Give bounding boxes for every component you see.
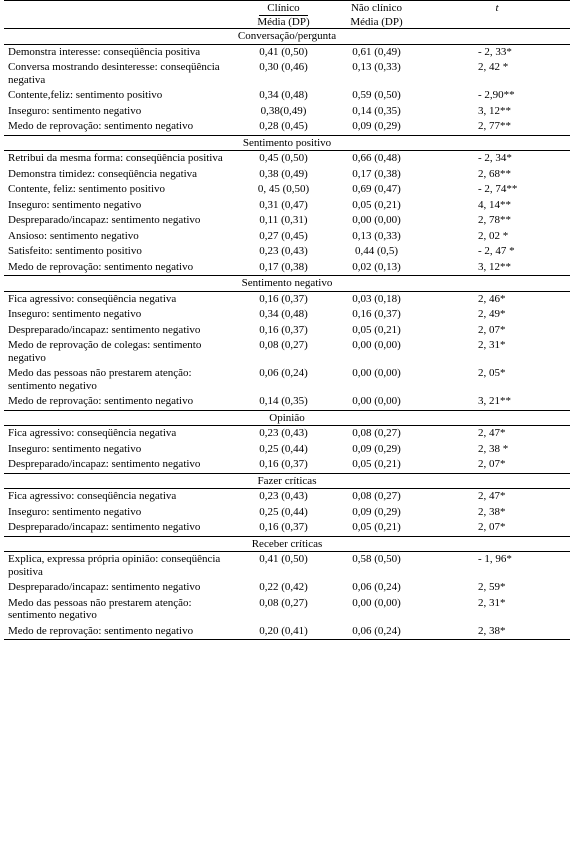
nao-clinico-cell: 0,08 (0,27) <box>352 427 401 439</box>
header-blank <box>4 16 236 29</box>
section-title: Sentimento negativo <box>4 276 570 292</box>
nao-clinico-cell: 0,05 (0,21) <box>352 521 401 533</box>
item-cell: Fica agressivo: conseqüência negativa <box>8 427 177 439</box>
item-cell: Contente,feliz: sentimento positivo <box>8 89 163 101</box>
item-cell: Fica agressivo: conseqüência negativa <box>8 292 177 305</box>
table-row <box>4 580 570 596</box>
nao-clinico-cell: 0,09 (0,29) <box>352 120 401 132</box>
t-cell: 2, 42 * <box>478 61 509 73</box>
clinico-cell: 0,06 (0,24) <box>259 367 308 379</box>
t-cell: 2, 47* <box>478 490 506 502</box>
clinico-cell: 0,25 (0,44) <box>259 442 308 455</box>
item-cell: Demonstra interesse: conseqüência positiva <box>8 45 201 58</box>
nao-clinico-cell: 0,03 (0,18) <box>352 292 401 305</box>
nao-clinico-cell: 0,08 (0,27) <box>352 490 401 502</box>
item-cell: Inseguro: sentimento negativo <box>8 505 142 518</box>
nao-clinico-cell: 0,44 (0,5) <box>354 245 399 257</box>
table-row <box>4 229 570 245</box>
table-row <box>4 167 570 183</box>
t-cell: 2, 02 * <box>478 229 509 242</box>
nao-clinico-cell: 0,16 (0,37) <box>352 308 401 320</box>
t-cell: 2, 46* <box>478 292 506 305</box>
section-header-row <box>4 135 570 151</box>
item-cell: Medo das pessoas não prestarem atenção: sentimento negativo <box>8 596 192 621</box>
section-header-row <box>4 410 570 426</box>
clinico-cell: 0,16 (0,37) <box>259 458 308 470</box>
table-row <box>4 60 570 88</box>
table-row <box>4 291 570 307</box>
t-cell: 2, 07* <box>478 458 506 470</box>
table-row <box>4 520 570 536</box>
nao-clinico-cell: 0,06 (0,24) <box>352 581 401 593</box>
t-cell: 2, 77** <box>478 120 511 132</box>
item-cell: Medo de reprovação: sentimento negativo <box>8 395 194 407</box>
t-cell: 2, 07* <box>478 323 506 336</box>
item-cell: Medo de reprovação: sentimento negativo <box>8 260 194 273</box>
header-media-dp-nao-clinico: Média (DP) <box>350 15 403 28</box>
t-cell: 2, 68** <box>478 167 511 180</box>
item-cell: Despreparado/incapaz: sentimento negativo <box>8 581 201 593</box>
t-cell: - 2, 47 * <box>478 245 515 257</box>
nao-clinico-cell: 0,02 (0,13) <box>352 260 401 273</box>
t-cell: - 2, 74** <box>478 183 518 195</box>
item-cell: Despreparado/incapaz: sentimento negativo <box>8 521 201 533</box>
nao-clinico-cell: 0,14 (0,35) <box>352 104 401 117</box>
clinico-cell: 0, 45 (0,50) <box>257 183 310 195</box>
header-blank <box>4 1 236 16</box>
clinico-cell: 0,23 (0,43) <box>259 245 308 257</box>
header-nao-clinico: Não clínico <box>350 2 402 14</box>
item-cell: Satisfeito: sentimento positivo <box>8 245 142 257</box>
section-title: Receber críticas <box>4 536 570 552</box>
clinico-cell: 0,38 (0,49) <box>259 167 308 180</box>
t-cell: 2, 38* <box>422 624 570 640</box>
t-cell: - 1, 96* <box>478 553 512 565</box>
table-row <box>4 213 570 229</box>
table-row <box>4 552 570 581</box>
item-cell: Medo de reprovação: sentimento negativo <box>8 120 194 132</box>
item-cell: Inseguro: sentimento negativo <box>8 308 142 320</box>
table-row <box>4 338 570 366</box>
item-cell: Contente, feliz: sentimento positivo <box>8 183 166 195</box>
item-cell: Ansioso: sentimento negativo <box>8 229 139 242</box>
table-row <box>4 244 570 260</box>
t-cell: 3, 12** <box>478 260 511 273</box>
clinico-cell: 0,16 (0,37) <box>259 521 308 533</box>
clinico-cell: 0,45 (0,50) <box>259 152 308 164</box>
item-cell: Retribui da mesma forma: conseqüência positiva <box>8 152 223 164</box>
nao-clinico-cell: 0,66 (0,48) <box>352 152 401 164</box>
item-cell: Medo de reprovação de colegas: sentimento negativo <box>8 339 202 364</box>
item-cell: Conversa mostrando desinteresse: conseqüência negativa <box>8 61 220 86</box>
item-cell: Inseguro: sentimento negativo <box>8 198 142 211</box>
table-row <box>4 151 570 167</box>
t-cell: 2, 31* <box>478 339 506 351</box>
table-body <box>4 29 570 640</box>
clinico-cell: 0,38(0,49) <box>260 104 307 117</box>
clinico-cell: 0,25 (0,44) <box>259 505 308 518</box>
nao-clinico-cell: 0,05 (0,21) <box>352 323 401 336</box>
t-cell: - 2, 34* <box>478 152 512 164</box>
nao-clinico-cell: 0,09 (0,29) <box>352 505 401 518</box>
section-title: Opinião <box>4 410 570 426</box>
table-row <box>4 307 570 323</box>
clinico-cell: 0,28 (0,45) <box>259 120 308 132</box>
nao-clinico-cell: 0,05 (0,21) <box>352 458 401 470</box>
nao-clinico-cell: 0,09 (0,29) <box>352 442 401 455</box>
item-cell: Inseguro: sentimento negativo <box>8 104 142 117</box>
table-row <box>4 366 570 394</box>
table-row <box>4 44 570 60</box>
table-row <box>4 442 570 458</box>
clinico-cell: 0,27 (0,45) <box>259 229 308 242</box>
section-header-row <box>4 276 570 292</box>
table-row <box>4 624 570 640</box>
clinico-cell: 0,16 (0,37) <box>259 292 308 305</box>
item-cell: Demonstra timidez: conseqüência negativa <box>8 167 198 180</box>
nao-clinico-cell: 0,00 (0,00) <box>352 367 401 379</box>
clinico-cell: 0,30 (0,46) <box>259 61 308 73</box>
clinico-cell: 0,08 (0,27) <box>259 596 308 609</box>
clinico-cell: 0,16 (0,37) <box>259 323 308 336</box>
table-row <box>4 457 570 473</box>
nao-clinico-cell: 0,69 (0,47) <box>352 183 401 195</box>
clinico-cell: 0,23 (0,43) <box>259 490 308 502</box>
clinico-cell: 0,22 (0,42) <box>259 581 308 593</box>
nao-clinico-cell: 0,05 (0,21) <box>352 198 401 211</box>
item-cell: Fica agressivo: conseqüência negativa <box>8 490 177 502</box>
header-t: t <box>495 2 499 14</box>
item-cell: Medo das pessoas não prestarem atenção: sentimento negativo <box>8 367 192 392</box>
section-header-row <box>4 29 570 45</box>
t-cell: - 2,90** <box>478 89 515 101</box>
section-title: Sentimento positivo <box>4 135 570 151</box>
nao-clinico-cell: 0,06 (0,24) <box>329 624 422 640</box>
header-clinico <box>236 1 329 16</box>
table-row <box>4 198 570 214</box>
t-cell: 2, 07* <box>478 521 506 533</box>
clinico-cell: 0,34 (0,48) <box>259 308 308 320</box>
clinico-cell: 0,20 (0,41) <box>236 624 329 640</box>
t-cell: 3, 21** <box>478 395 511 407</box>
clinico-cell: 0,41 (0,50) <box>259 45 308 58</box>
table-row <box>4 505 570 521</box>
item-cell: Despreparado/incapaz: sentimento negativo <box>8 214 201 226</box>
nao-clinico-cell: 0,00 (0,00) <box>352 596 401 609</box>
header-clinico-label: Clínico <box>259 2 307 16</box>
section-title: Conversação/pergunta <box>4 29 570 45</box>
clinico-cell: 0,17 (0,38) <box>259 260 308 273</box>
clinico-cell: 0,14 (0,35) <box>259 395 308 407</box>
nao-clinico-cell: 0,58 (0,50) <box>352 553 401 565</box>
t-cell: 2, 05* <box>478 367 506 379</box>
header-media-dp-clinico: Média (DP) <box>257 15 310 28</box>
nao-clinico-cell: 0,61 (0,49) <box>352 45 401 58</box>
t-cell: 3, 12** <box>478 104 511 117</box>
t-cell: 2, 78** <box>478 214 511 226</box>
item-cell: Medo de reprovação: sentimento negativo <box>4 624 236 640</box>
nao-clinico-cell: 0,59 (0,50) <box>352 89 401 101</box>
table-row <box>4 489 570 505</box>
table-row <box>4 182 570 198</box>
t-cell: 4, 14** <box>478 198 511 211</box>
nao-clinico-cell: 0,00 (0,00) <box>352 395 401 407</box>
item-cell: Explica, expressa própria opinião: conseqüência positiva <box>8 553 221 578</box>
section-header-row <box>4 473 570 489</box>
nao-clinico-cell: 0,17 (0,38) <box>352 167 401 180</box>
clinico-cell: 0,34 (0,48) <box>259 89 308 101</box>
t-cell: 2, 59* <box>478 581 506 593</box>
t-cell: 2, 31* <box>478 596 506 609</box>
section-header-row <box>4 536 570 552</box>
t-cell: 2, 49* <box>478 308 506 320</box>
table-row <box>4 596 570 624</box>
table-row <box>4 104 570 120</box>
item-cell: Despreparado/incapaz: sentimento negativo <box>8 323 201 336</box>
section-title: Fazer críticas <box>4 473 570 489</box>
header-row-groups <box>4 1 570 16</box>
t-cell: 2, 38 * <box>478 442 509 455</box>
clinico-cell: 0,31 (0,47) <box>259 198 308 211</box>
table-row <box>4 88 570 104</box>
item-cell: Inseguro: sentimento negativo <box>8 442 142 455</box>
nao-clinico-cell: 0,13 (0,33) <box>352 229 401 242</box>
header-blank <box>422 16 570 29</box>
table-row <box>4 119 570 135</box>
t-cell: 2, 38* <box>478 505 506 518</box>
item-cell: Despreparado/incapaz: sentimento negativo <box>8 458 201 470</box>
nao-clinico-cell: 0,00 (0,00) <box>352 214 401 226</box>
t-cell: - 2, 33* <box>478 45 512 58</box>
header-row-stats <box>4 16 570 29</box>
clinico-cell: 0,23 (0,43) <box>259 427 308 439</box>
table-row <box>4 394 570 410</box>
table-row <box>4 260 570 276</box>
t-cell: 2, 47* <box>478 427 506 439</box>
table-row <box>4 426 570 442</box>
clinico-cell: 0,41 (0,50) <box>259 553 308 565</box>
results-table <box>4 0 570 640</box>
clinico-cell: 0,11 (0,31) <box>259 214 308 226</box>
nao-clinico-cell: 0,13 (0,33) <box>352 61 401 73</box>
nao-clinico-cell: 0,00 (0,00) <box>352 339 401 351</box>
table-row <box>4 323 570 339</box>
clinico-cell: 0,08 (0,27) <box>259 339 308 351</box>
